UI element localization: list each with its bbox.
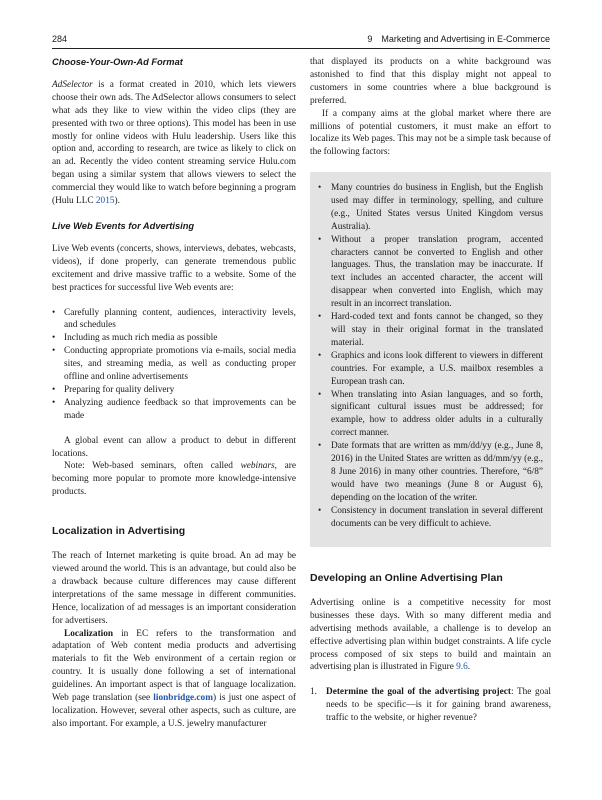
localization-factors-box <box>310 172 551 547</box>
factors-list <box>318 182 543 530</box>
list-item: • Carefully planning content, audiences, interactivity levels, and schedules <box>52 307 296 333</box>
global-market-paragraph: If a company aims at the global market where there are millions of potential customers, it must make an effort to localize its Web pages. This may not be a simple task because of the following factors: <box>310 108 551 158</box>
global-event-paragraph: A global event can allow a product to debut in different locations. <box>52 435 296 459</box>
list-item: • Hard-coded text and fonts cannot be changed, so they will stay in their original format in the translated material. <box>318 311 543 350</box>
live-events-paragraph: Live Web events (concerts, shows, interviews, debates, webcasts, videos), if done properly, can generate tremendous public excitement and drive massive traffic to a website. Some of the best practices for successful live Web events are: <box>52 243 296 293</box>
right-column-top <box>310 56 551 159</box>
header-rule <box>52 48 550 49</box>
chapter-title: 9 Marketing and Advertising in E-Commerce <box>367 34 550 44</box>
ad-plan-heading: Developing an Online Advertising Plan <box>310 572 503 584</box>
page-number: 284 <box>52 34 68 44</box>
list-item: 1. Determine the goal of the advertising project: The goal needs to be specific—is it for gaining brand awareness, traffic to the website, or higher revenue? <box>310 687 551 724</box>
webinars-term: webinars <box>240 461 275 472</box>
live-events-heading: Live Web Events for Advertising <box>52 220 195 231</box>
ad-plan-paragraph: Advertising online is a competitive necessity for most businesses these days. With so many different media and advertising methods available, a challenge is to develop an effective advertising plan within budget constraints. A life cycle process composed of six steps to build and maintain an advertising plan is illustrated in Figure 9.6. <box>310 597 551 673</box>
localization-paragraph-2: Localization in EC refers to the transformation and adaptation of Web content media products and advertising materials to fit the Web environment of a certain region or country. It is usually done following a set of international guidelines. An important aspect is that of language localization. Web page translation (see lionbridge.com) is just one aspect of localization. However, several other aspects, such as culture, are also important. For example, a U.S. jewelry manufacturer <box>52 628 296 729</box>
localization-paragraph-1: The reach of Internet marketing is quite broad. An ad may be viewed around the world. This is an advantage, but could also be a drawback because culture differences may cause different interpretations of the same message in different communities. Hence, localization of ad messages is an important consideration for advertisers. <box>52 551 296 626</box>
localization-heading: Localization in Advertising <box>52 525 186 538</box>
note-paragraph: Note: Web-based seminars, often called webinars, are becoming more popular to promote more knowledge-intensive products. <box>52 461 296 498</box>
list-item: • Conducting appropriate promotions via e-mails, social media sites, and streaming media, as well as conducting proper offline and online advertisements <box>52 345 296 384</box>
right-column-lower <box>310 572 551 725</box>
step-number: 1. <box>310 687 317 698</box>
list-item: • Analyzing audience feedback so that improvements can be made <box>52 397 296 423</box>
lionbridge-link[interactable]: lionbridge.com <box>153 693 213 704</box>
cyoa-heading: Choose-Your-Own-Ad Format <box>52 57 183 67</box>
list-item: • Without a proper translation program, accented characters cannot be converted to English and other languages. Thus, the translation may be inaccurate. If text includes an accented character, the accent will disappear when converted into English, which may result in an incorrect translation. <box>318 234 543 311</box>
list-item: • Including as much rich media as possible <box>52 332 296 345</box>
figure-link[interactable]: 9.6 <box>456 662 468 673</box>
list-item: • Graphics and icons look different to viewers in different countries. For example, a U.S. mailbox resembles a European trash can. <box>318 350 543 389</box>
list-item: • When translating into Asian languages, and so forth, significant cultural issues must be addressed; for example, how to address older adults in a culturally correct manner. <box>318 389 543 441</box>
citation-link[interactable]: 2015 <box>95 196 115 207</box>
list-item: • Consistency in document translation in several different documents can be very difficult to achieve. <box>318 505 543 531</box>
list-item: • Date formats that are written as mm/dd/yy (e.g., June 8, 2016) in the United States are written as dd/mm/yy (e.g., 8 June 2016) in many other countries. Therefore, “6/8” would have two meanings (June 8 or August 6), depending on the location of the writer. <box>318 440 543 505</box>
cyoa-paragraph: AdSelector is a format created in 2010, which lets viewers choose their own ads. The AdSelector allows consumers to select what ads they like to view within the video clips (they are presented with two or three options). This model has been in use mostly for online videos with Hulu leadership. Users like this option and, according to research, are twice as likely to click on an ad. Recently the video content streaming service Hulu.com began using a similar system that allows viewers to select the commercial they would like to watch before beginning a program (Hulu LLC 2015). <box>52 79 296 207</box>
localization-term: Localization <box>64 628 114 639</box>
best-practices-list <box>52 307 296 423</box>
step-title: Determine the goal of the advertising project <box>326 687 511 698</box>
list-item: • Preparing for quality delivery <box>52 384 296 397</box>
adselector-term: AdSelector <box>52 79 93 90</box>
plan-steps-list <box>310 686 551 725</box>
list-item: • Many countries do business in English, but the English used may differ in terminology, spelling, and culture (e.g., United States versus United Kingdom versus Australia). <box>318 182 543 234</box>
left-column <box>52 56 296 731</box>
continued-paragraph: that displayed its products on a white background was astonished to find that this display might not appeal to customers in some countries where a blue background is preferred. <box>310 57 551 106</box>
